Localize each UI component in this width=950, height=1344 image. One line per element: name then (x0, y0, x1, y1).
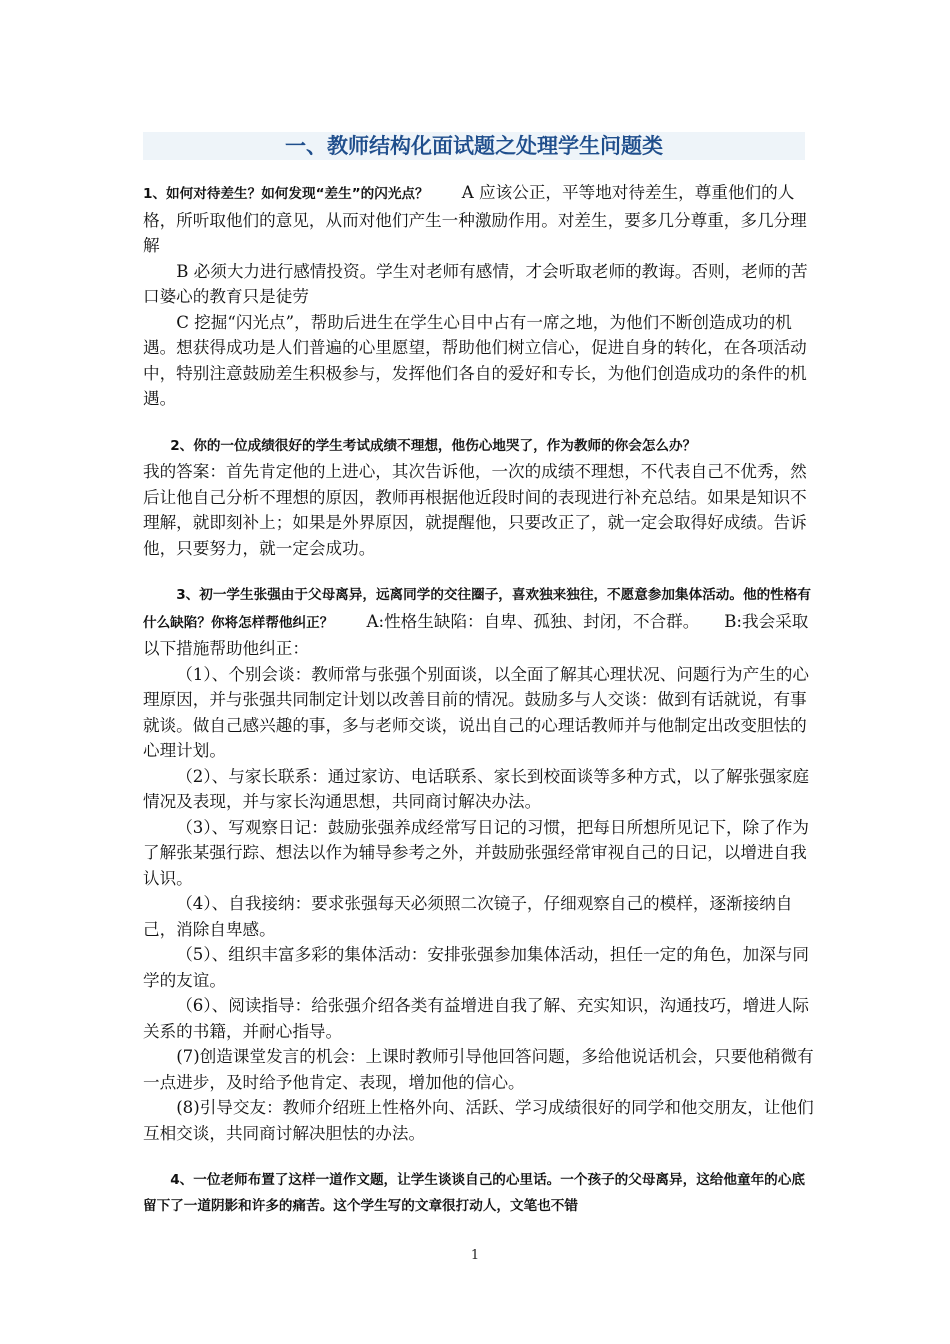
question-3-text: 3、初一学生张强由于父母离异，远离同学的交往圈子，喜欢独来独往，不愿意参加集体活动。他的性格有什么缺陷？你将怎样帮他纠正？ (143, 587, 811, 631)
page-number: 1 (470, 1248, 480, 1263)
question-3-paragraph (143, 581, 815, 662)
question-3-item: （1）、个别会谈：教师常与张强个别面谈，以全面了解其心理状况、问题行为产生的心理原因，并与张强共同制定计划以改善目前的情况。鼓励多与人交谈：做到有话就说，有事就谈。做自己感兴趣的事，多与老师交谈，说出自己的心理话教师并与他制定出改变胆怯的心理计划。 (143, 664, 810, 760)
question-3-item: （3）、写观察日记：鼓励张强养成经常写日记的习惯，把每日所想所见记下，除了作为了解张某强行踪、想法以作为辅导参考之外，并鼓励张强经常审视自己的日记，以增进自我认识。 (143, 817, 810, 888)
question-3-item: （2）、与家长联系：通过家访、电话联系、家长到校面谈等多种方式，以了解张强家庭情况及表现，并与家长沟通思想，共同商讨解决办法。 (143, 766, 810, 811)
document-body (143, 180, 815, 1219)
question-2-text: 2、你的一位成绩很好的学生考试成绩不理想，他伤心地哭了，作为教师的你会怎么办？ (170, 437, 697, 454)
question-1-answer-b: B 必须大力进行感情投资。学生对老师有感情，才会听取老师的教诲。否则，老师的苦口婆心的教育只是徒劳 (143, 261, 808, 306)
question-3-item: （6）、阅读指导：给张强介绍各类有益增进自我了解、充实知识，沟通技巧，增进人际关系的书籍，并耐心指导。 (143, 996, 810, 1041)
question-4-text: 4、一位老师布置了这样一道作文题，让学生谈谈自己的心里话。一个孩子的父母离异，这给他童年的心底留下了一道阴影和许多的痛苦。这个学生写的文章很打动人，文笔也不错 (143, 1172, 805, 1214)
page-title: 一、教师结构化面试题之处理学生问题类 (285, 134, 663, 158)
question-3-item: (7)创造课堂发言的机会：上课时教师引导他回答问题，多给他说话机会，只要他稍微有一点进步，及时给予他肯定、表现，增加他的信心。 (143, 1047, 814, 1092)
question-3-item: (8)引导交友：教师介绍班上性格外向、活跃、学习成绩很好的同学和他交朋友，让他们互相交谈，共同商讨解决胆怯的办法。 (143, 1098, 814, 1143)
question-3-item: （5）、组织丰富多彩的集体活动：安排张强参加集体活动，担任一定的角色，加深与同学的友谊。 (143, 945, 810, 990)
question-2-answer: 我的答案：首先肯定他的上进心，其次告诉他，一次的成绩不理想，不代表自己不优秀，然后让他自己分析不理想的原因，教师再根据他近段时间的表现进行补充总结。如果是知识不理解，就即刻补上；如果是外界原因，就提醒他，只要改正了，就一定会取得好成绩。告诉他，只要努力，就一定会成功。 (143, 462, 807, 558)
question-1-answer-c: C 挖掘“闪光点”，帮助后进生在学生心目中占有一席之地，为他们不断创造成功的机遇。想获得成功是人们普遍的心里愿望，帮助他们树立信心，促进自身的转化，在各项活动中，特别注意鼓励差生积极参与，发挥他们各自的爱好和专长，为他们创造成功的条件的机遇。 (143, 312, 807, 408)
question-3-item: （4）、自我接纳：要求张强每天必须照二次镜子，仔细观察自己的模样，逐渐接纳自己，消除自卑感。 (143, 894, 793, 939)
question-1-paragraph (143, 180, 815, 259)
question-3-answer-intro: A:性格生缺陷：自卑、孤独、封闭，不合群。 B:我会采取以下措施帮助他纠正： (143, 611, 809, 658)
question-1-text: 1、如何对待差生？如何发现“差生”的闪光点？ (143, 186, 429, 202)
question-1-answer-a: A 应该公正，平等地对待差生，尊重他们的人格，所听取他们的意见，从而对他们产生一种激励作用。对差生，要多几分尊重，多几分理解 (143, 183, 807, 255)
